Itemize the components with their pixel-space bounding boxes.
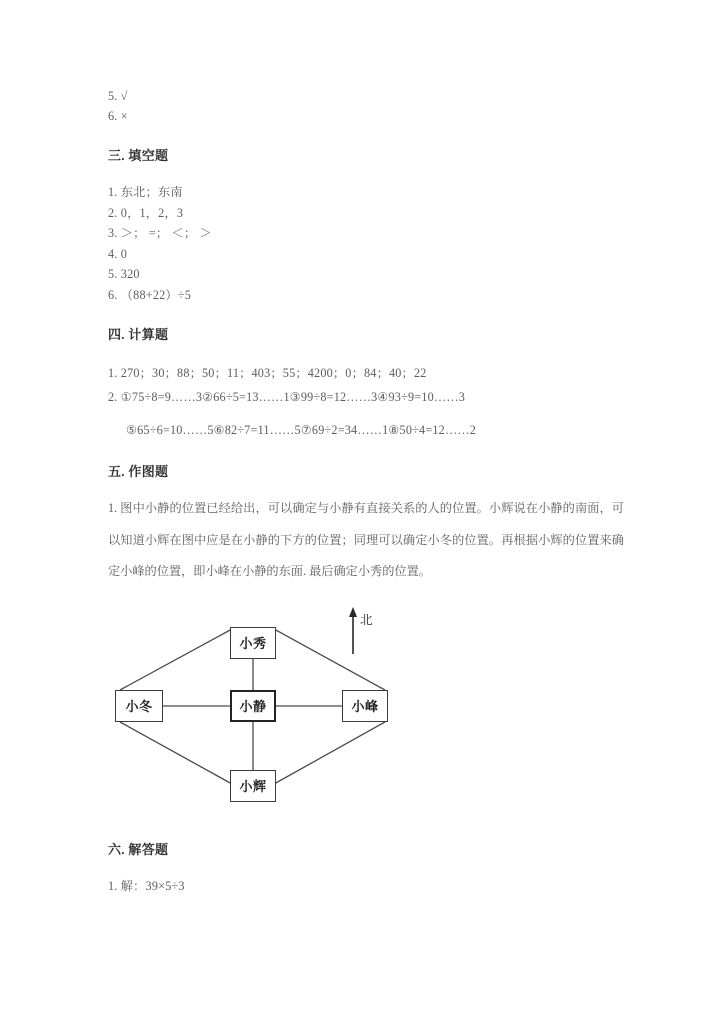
spacer <box>108 442 628 461</box>
problem-solving-item-1: 1. 解：39×5÷3 <box>108 878 185 893</box>
fill-in-item-6: 6. （88+22）÷5 <box>108 287 191 302</box>
diagram-node-label: 小静 <box>239 699 267 714</box>
answer-line-judgement-5: 5. √ <box>108 89 128 103</box>
drawing-paragraph: 1. 图中小静的位置已经给出，可以确定与小静有直接关系的人的位置。小辉说在小静的南面，可以知道小辉在图中应是在小静的下方的位置；同理可以确定小冬的位置。再根据小辉的位置来确定小峰的位置，即小峰在小静的东面. 最后确定小秀的位置。 <box>108 501 624 578</box>
diagram-node-label: 小峰 <box>351 699 379 714</box>
section-heading-calculation: 四. 计算题 <box>108 327 169 342</box>
diagram-node-xiaoxiu <box>230 627 276 659</box>
section-heading-problem-solving: 六. 解答题 <box>108 841 169 857</box>
diagram-node-xiaohui <box>230 770 276 802</box>
position-diagram <box>108 602 628 817</box>
spacer <box>108 858 628 876</box>
fill-in-item-1: 1. 东北；东南 <box>108 185 183 199</box>
north-arrow-icon <box>349 607 357 654</box>
spacer <box>108 126 628 145</box>
diagram-node-label: 小冬 <box>125 699 153 714</box>
section-heading-drawing: 五. 作图题 <box>108 464 169 479</box>
diagram-node-label: 小辉 <box>239 779 267 794</box>
spacer <box>108 305 628 324</box>
spacer <box>108 343 628 361</box>
diagram-node-xiaofeng <box>342 690 388 722</box>
answer-line-judgement-6: 6. × <box>108 109 128 123</box>
spacer <box>108 409 628 418</box>
calculation-item-2-cont: ⑤65÷6=10……5⑥82÷7=11……5⑦69÷2=34……1⑧50÷4=12……2 <box>126 423 477 437</box>
diagram-node-label: 小秀 <box>239 636 267 651</box>
diagram-node-xiaodong <box>115 690 163 722</box>
calculation-item-2: 2. ①75÷8=9……3②66÷5=13……1③99÷8=12……3④93÷9=10……3 <box>108 390 465 404</box>
calculation-item-1: 1. 270；30；88；50；11；403；55；4200；0；84；40；22 <box>108 366 427 380</box>
spacer <box>108 817 628 839</box>
section-heading-fill-in-blank: 三. 填空题 <box>108 148 169 163</box>
spacer <box>108 164 628 182</box>
fill-in-item-2: 2. 0，1，2，3 <box>108 205 184 220</box>
diagram-node-xiaojing <box>230 690 276 722</box>
fill-in-item-5: 5. 320 <box>108 267 140 281</box>
fill-in-item-4: 4. 0 <box>108 246 128 261</box>
page-content <box>108 86 628 896</box>
north-label: 北 <box>360 612 373 627</box>
spacer <box>108 480 628 493</box>
fill-in-item-3: 3. ＞； =； ＜； ＞ <box>108 226 212 240</box>
